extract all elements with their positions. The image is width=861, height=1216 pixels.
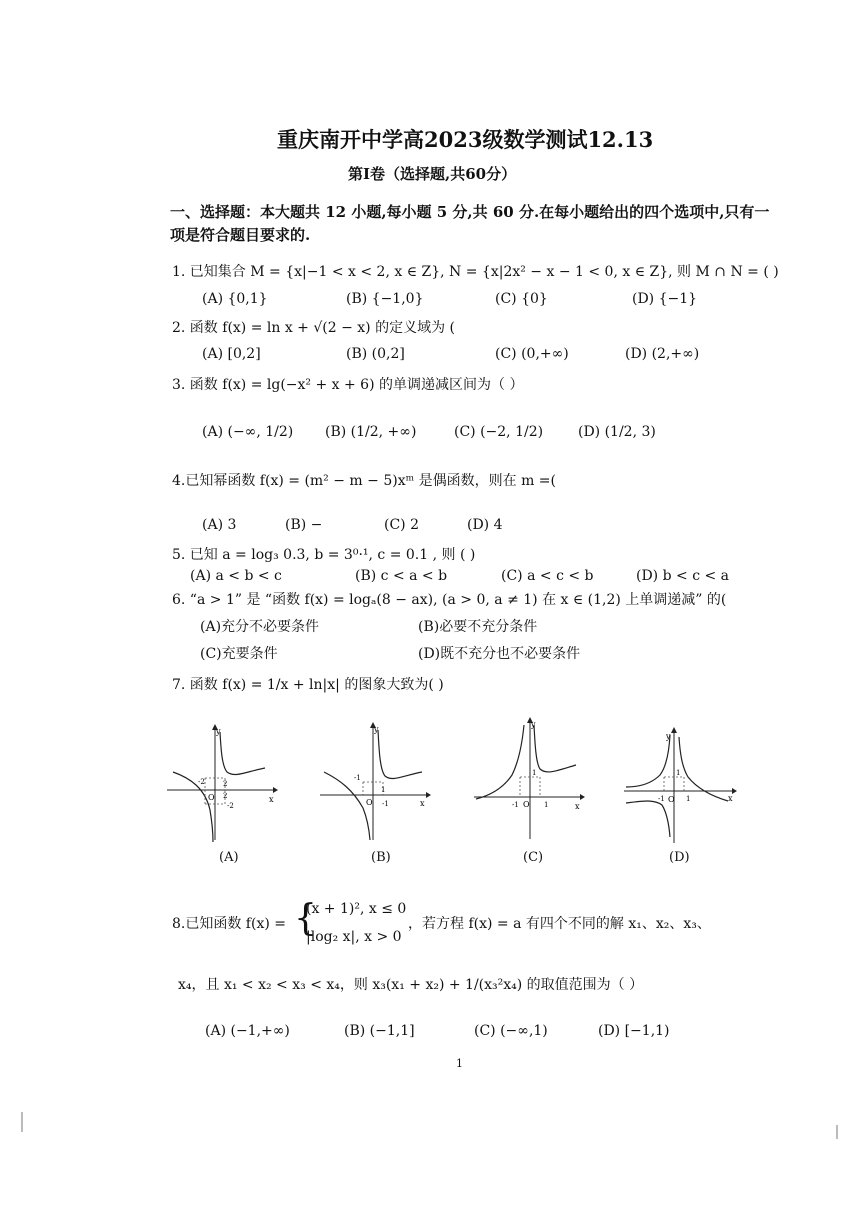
question-1-option-d: (D) {−1} (632, 291, 698, 307)
question-4-option-b: (B) − (285, 517, 323, 533)
graph-b (318, 720, 433, 845)
scan-edge-left (21, 1112, 23, 1132)
scan-edge-right (836, 1125, 838, 1139)
graph-a-tick-1: -2 (198, 778, 205, 786)
graph-c-label: (C) (523, 850, 544, 865)
question-4-option-d: (D) 4 (467, 517, 503, 533)
question-4-option-a: (A) 3 (202, 517, 237, 533)
graph-a-tick-2: 2 (223, 780, 228, 788)
question-3-option-a: (A) (−∞, 1/2) (202, 424, 294, 440)
question-3-option-d: (D) (1/2, 3) (578, 424, 656, 440)
graph-c-tick-2: -1 (512, 801, 519, 809)
question-4-option-c: (C) 2 (384, 517, 419, 533)
graph-d-tick-2: -1 (658, 795, 665, 803)
graph-d-tick-3: 1 (686, 795, 691, 803)
graph-c-y-label: y (531, 720, 536, 729)
question-1-stem: 1. 已知集合 M = {x|−1 < x < 2, x ∈ Z}, N = {x|2x² − x − 1 < 0, x ∈ Z}, 则 M ∩ N = ( ) (172, 264, 779, 280)
question-2-option-c: (C) (0,+∞) (495, 346, 569, 362)
graph-d-tick-1: 1 (676, 769, 681, 777)
section-instructions-line1: 一、选择题：本大题共 12 小题,每小题 5 分,共 60 分.在每小题给出的四个选项中,只有一 (170, 203, 770, 221)
question-6-option-d: (D)既不充分也不必要条件 (418, 646, 581, 662)
question-8-option-c: (C) (−∞,1) (474, 1023, 548, 1039)
question-8-case-1: (x + 1)², x ≤ 0 (306, 901, 407, 917)
question-8-option-b: (B) (−1,1] (344, 1023, 415, 1039)
question-2-option-d: (D) (2,+∞) (625, 346, 700, 362)
question-1-option-b: (B) {−1,0} (346, 291, 424, 307)
question-2-option-a: (A) [0,2] (202, 346, 261, 362)
graph-c-tick-3: 1 (544, 801, 549, 809)
question-5-option-c: (C) a < c < b (501, 568, 594, 584)
question-8-stem-a: 8.已知函数 f(x) = (172, 916, 286, 932)
question-8-stem-c: x₄，且 x₁ < x₂ < x₃ < x₄，则 x₃(x₁ + x₂) + 1/(x₃²x₄) 的取值范围为（ ） (178, 977, 644, 993)
graph-b-x-label: x (420, 799, 425, 808)
question-1-option-c: (C) {0} (495, 291, 548, 307)
graph-d-x-label: x (728, 794, 733, 803)
graph-c-x-label: x (575, 802, 580, 811)
page-subtitle: 第Ⅰ卷（选择题,共60分） (348, 165, 517, 183)
question-6-option-b: (B)必要不充分条件 (418, 619, 538, 635)
graph-b-y-label: y (374, 725, 379, 734)
question-8-stem-b: ，若方程 f(x) = a 有四个不同的解 x₁、x₂、x₃、 (408, 916, 711, 932)
question-1-option-a: (A) {0,1} (202, 291, 268, 307)
graph-c-origin: O (523, 800, 530, 809)
graph-b-tick-1: -1 (354, 774, 361, 782)
graph-a (165, 720, 280, 845)
graph-b-tick-2: 1 (381, 786, 386, 794)
question-5-option-a: (A) a < b < c (190, 568, 282, 584)
graph-b-origin: O (366, 798, 373, 807)
question-5-option-d: (D) b < c < a (636, 568, 730, 584)
graph-a-x-label: x (269, 795, 274, 804)
question-4-stem: 4.已知幂函数 f(x) = (m² − m − 5)xᵐ 是偶函数，则在 m =( (172, 473, 556, 489)
graph-a-origin: O (208, 793, 215, 802)
graph-a-label: (A) (219, 850, 239, 865)
page-number: 1 (456, 1057, 463, 1070)
question-8-case-2: |log₂ x|, x > 0 (306, 929, 402, 945)
graph-d (622, 725, 740, 850)
question-3-option-b: (B) (1/2, +∞) (325, 424, 417, 440)
question-6-option-a: (A)充分不必要条件 (200, 619, 320, 635)
graph-d-label: (D) (669, 850, 690, 865)
question-3-stem: 3. 函数 f(x) = lg(−x² + x + 6) 的单调递减区间为（ ） (172, 377, 524, 393)
graph-d-origin: O (668, 795, 675, 804)
graph-d-y-label: y (666, 732, 671, 741)
graph-b-tick-3: -1 (382, 800, 389, 808)
graph-c (472, 715, 587, 843)
question-5-stem: 5. 已知 a = log₃ 0.3, b = 3⁰·¹, c = 0.1 , 则 ( ) (172, 547, 476, 563)
question-5-option-b: (B) c < a < b (355, 568, 448, 584)
question-2-option-b: (B) (0,2] (346, 346, 405, 362)
question-7-stem: 7. 函数 f(x) = 1/x + ln|x| 的图象大致为( ) (172, 677, 444, 693)
graph-a-tick-4: -2 (227, 802, 234, 810)
graph-b-label: (B) (371, 850, 391, 865)
question-8-option-a: (A) (−1,+∞) (205, 1023, 290, 1039)
question-3-option-c: (C) (−2, 1/2) (454, 424, 544, 440)
question-6-option-c: (C)充要条件 (200, 646, 278, 662)
graph-a-y-label: y (216, 727, 221, 736)
graph-c-tick-1: 1 (532, 769, 537, 777)
question-8-option-d: (D) [−1,1) (598, 1023, 670, 1039)
graph-a-tick-3: 2 (223, 792, 228, 800)
page-title: 重庆南开中学高2023级数学测试12.13 (277, 127, 654, 152)
question-6-stem: 6. “a > 1” 是 “函数 f(x) = logₐ(8 − ax), (a > 0, a ≠ 1) 在 x ∈ (1,2) 上单调递减” 的( (172, 592, 727, 608)
question-8-brace: { (294, 898, 317, 939)
section-instructions-line2: 项是符合题目要求的. (170, 226, 311, 244)
question-2-stem: 2. 函数 f(x) = ln x + √(2 − x) 的定义域为 ( (172, 320, 456, 336)
